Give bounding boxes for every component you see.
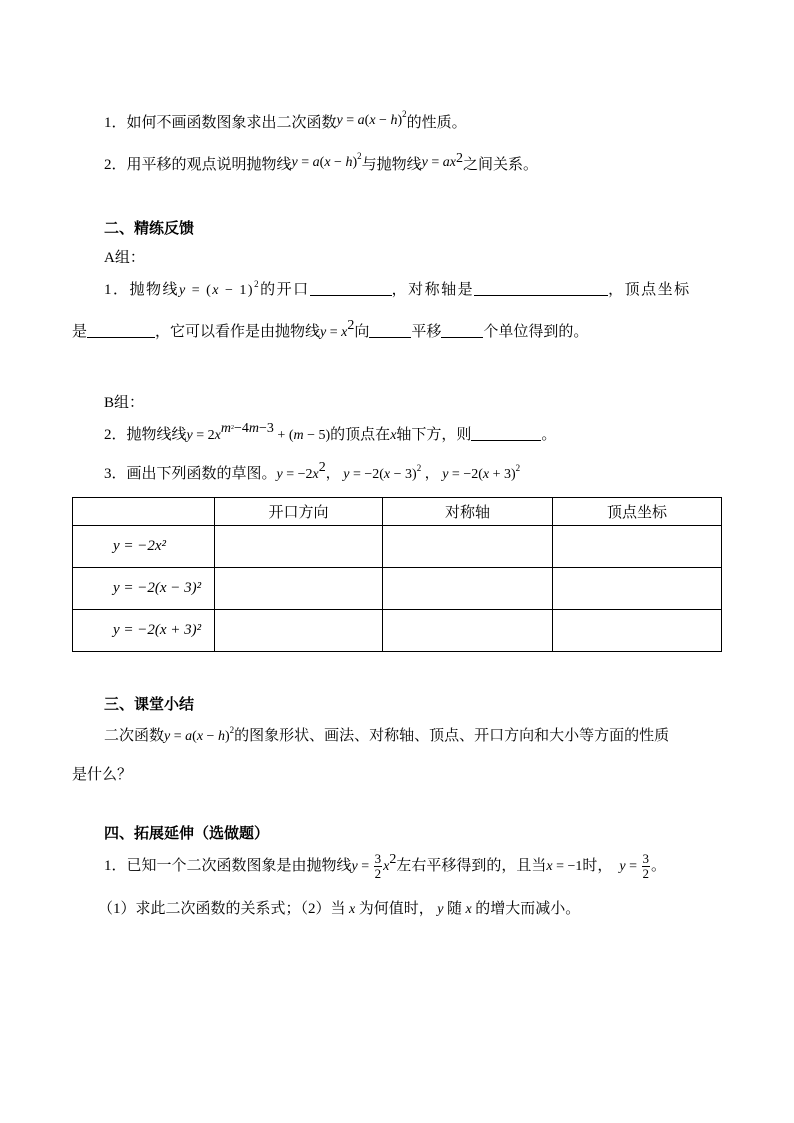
table-row <box>73 568 722 610</box>
summary-line2: 是什么？ <box>72 767 133 783</box>
blank-m-value[interactable] <box>471 426 541 441</box>
table-cell-axis[interactable] <box>383 568 553 610</box>
table-cell-vertex[interactable] <box>553 568 722 610</box>
table-cell-vertex[interactable] <box>553 526 722 568</box>
table-header-cell: 顶点坐标 <box>553 498 722 526</box>
blank-opening-direction[interactable] <box>310 281 392 296</box>
group-b-label: B组： <box>104 395 145 411</box>
table-row <box>73 610 722 652</box>
table-cell-opening[interactable] <box>215 526 383 568</box>
table-row-function: y = −2(x − 3)² <box>73 568 215 610</box>
table-header-cell <box>73 498 215 526</box>
section-title-extension: 四、拓展延伸（选做题） <box>104 826 270 842</box>
properties-table <box>72 497 722 652</box>
group-a-label: A组： <box>104 250 145 266</box>
question-a1-line1: 1．抛物线$y = (x - 1)^2$的开口 ，对称轴是 ，顶点坐标 <box>104 279 691 298</box>
blank-vertex[interactable] <box>87 323 155 338</box>
table-row-function: y = −2(x + 3)² <box>73 610 215 652</box>
table-cell-opening[interactable] <box>215 568 383 610</box>
table-cell-opening[interactable] <box>215 610 383 652</box>
blank-direction[interactable] <box>369 323 411 338</box>
question-b2: 2．抛物线线$y = 2x^{m^2-4m-3} + (m - 5)$的顶点在x轴下方，则 。 <box>104 421 557 443</box>
table-row <box>73 526 722 568</box>
summary-line1: 二次函数$y = a(x - h)^2$的图象形状、画法、对称轴、顶点、开口方向和大小等方面的性质 <box>104 725 670 744</box>
table-cell-axis[interactable] <box>383 526 553 568</box>
table-header-cell: 对称轴 <box>383 498 553 526</box>
table-row-function: y = −2x² <box>73 526 215 568</box>
table-header-cell: 开口方向 <box>215 498 383 526</box>
blank-axis-of-symmetry[interactable] <box>474 281 608 296</box>
question-1: 1．如何不画函数图象求出二次函数$y = a(x - h)^2$的性质。 <box>104 109 467 131</box>
section-title-summary: 三、课堂小结 <box>104 697 195 713</box>
extension-question-1: 1．已知一个二次函数图象是由抛物线y = $\frac{3}{2}$ $x^2$左右平移得到的，且当x = −1时， y = $\frac{3}{2}$ 。 <box>104 851 667 882</box>
question-b3: 3．画出下列函数的草图。$y = -2x^2$， $y = -2(x - 3)^2$ ， $y = -2(x + 3)^2$ <box>104 460 521 482</box>
table-cell-vertex[interactable] <box>553 610 722 652</box>
formula-vertex-form: y <box>336 113 343 128</box>
table-cell-axis[interactable] <box>383 610 553 652</box>
blank-units[interactable] <box>441 323 483 338</box>
table-header-row <box>73 498 722 526</box>
section-title-practice: 二、精练反馈 <box>104 221 195 237</box>
question-a1-line2: 是 ，它可以看作是由抛物线$y = x^2$向 平移 个单位得到的。 <box>72 318 589 340</box>
question-2: 2．用平移的观点说明抛物线$y = a(x - h)^2$与抛物线$y = ax^2$之间关系。 <box>104 151 538 173</box>
extension-question-1-sub: （1）求此二次函数的关系式；（2）当 x 为何值时， y 随 x 的增大而减小。 <box>98 901 581 917</box>
